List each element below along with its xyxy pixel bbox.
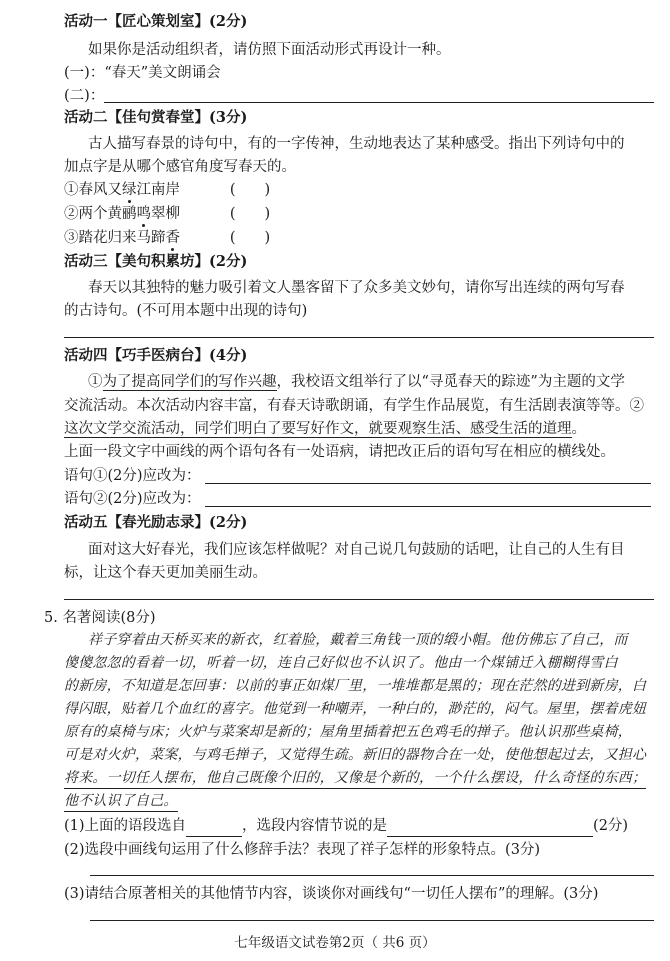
answer-line[interactable]: [90, 875, 654, 876]
activity-2-title: 活动二【佳句赏春堂】(3分): [64, 109, 248, 126]
activity-5-title: 活动五【春光励志录】(2分): [64, 514, 248, 531]
poem-line-2: ②两个黄鹂鸣翠柳: [64, 206, 180, 222]
activity-4-title: 活动四【巧手医病台】(4分): [64, 347, 248, 364]
page-footer: 七年级语文试卷第2页（ 共6 页）: [234, 935, 436, 951]
underlined-sentence: 为了提高同学们的写作兴趣: [102, 374, 277, 390]
activity-1-title: 活动一【匠心策划室】(2分): [64, 13, 248, 30]
activity-2-intro: 古人描写春景的诗句中，有的一字传神，生动地表达了某种感受。指出下列诗句中的: [88, 136, 625, 152]
passage-line: 祥子穿着由天桥买来的新衣，红着脸，戴着三角钱一顶的缎小帽。他仿佛忘了自己，而: [88, 632, 628, 648]
answer-blank-plot[interactable]: [387, 816, 593, 837]
dotted-char: 绿: [122, 182, 137, 198]
dotted-char: 鸣: [136, 206, 151, 222]
activity-3-intro: 春天以其独特的魅力吸引着文人墨客留下了众多美文妙句，请你写出连续的两句写春: [88, 280, 625, 296]
activity-1-item-2: (二)：: [64, 88, 105, 104]
activity-4-text-line-3: 这次文学交流活动，同学们明白了要写好作文，就要观察生活、感受生活的道理。: [64, 421, 586, 437]
fix-1-label: 语句①(2分)应改为：: [64, 468, 201, 484]
activity-4-text-line-2: 交流活动。本次活动内容丰富，有春天诗歌朗诵，有学生作品展览，有生活剧表演等等。②: [64, 398, 644, 414]
sub-question-3: (3)请结合原著相关的其他情节内容，谈谈你对画线句“一切任人摆布”的理解。(3分): [64, 886, 599, 902]
activity-5-text-cont: 标，让这个春天更加美丽生动。: [64, 565, 267, 581]
answer-paren[interactable]: ( ): [229, 206, 271, 222]
activity-1-intro: 如果你是活动组织者，请仿照下面活动形式再设计一种。: [88, 42, 451, 58]
passage-line: 原有的桌椅与床；火炉与菜案却是新的；屋角里插着把五色鸡毛的掸子。他认识那些桌椅，: [64, 724, 632, 740]
answer-paren[interactable]: ( ): [229, 230, 271, 246]
underlined-sentence: 这次文学交流活动，同学们明白了要写好作文，就要观察生活、感受生活的道理: [64, 421, 572, 437]
dotted-char: 香: [165, 230, 180, 246]
activity-5-text: 面对这大好春光，我们应该怎样做呢？对自己说几句鼓励的话吧，让自己的人生有目: [88, 542, 625, 558]
activity-4-instruction: 上面一段文字中画线的两个语句各有一处语病，请把改正后的语句写在相应的横线处。: [64, 444, 615, 460]
fix-1-answer-line[interactable]: [205, 483, 651, 484]
passage-line: 得闪眼，贴着几个血红的喜字。他觉到一种嘲弄，一种白的，渺茫的，闷气。屋里，摆着虎妞: [64, 701, 647, 717]
passage-line-underlined: 他不认识了自己。: [64, 791, 178, 812]
answer-line[interactable]: [104, 102, 654, 103]
answer-paren[interactable]: ( ): [229, 182, 271, 198]
passage-line: 的新房，不知道是怎回事：以前的事正如煤厂里，一堆堆都是黑的；现在茫然的进到新房，白: [64, 678, 647, 694]
activity-2-intro-cont: 加点字是从哪个感官角度写春天的。: [64, 159, 296, 175]
passage-line: 可是对火炉，菜案，与鸡毛掸子，又觉得生疏。新旧的器物合在一处，使他想起过去，又担心: [64, 747, 647, 763]
passage-line: 傻傻忽忽的看着一切，听着一切，连自己好似也不认识了。他由一个煤铺迁入棚糊得雪白: [64, 655, 618, 671]
activity-3-intro-cont: 的古诗句。(不可用本题中出现的诗句): [64, 303, 308, 319]
answer-blank-book[interactable]: [186, 816, 242, 837]
activity-1-item-1: (一)：“春天”美文朗诵会: [64, 65, 221, 81]
activity-4-text-line-1: ①为了提高同学们的写作兴趣，我校语文组举行了以“寻觅春天的踪迹”为主题的文学: [88, 374, 625, 390]
answer-line[interactable]: [64, 337, 654, 338]
passage-line-underlined: 将来。一切任人摆布，他自己既像个旧的，又像是个新的，一个什么摆设，什么奇怪的东西；: [64, 768, 646, 789]
sub-question-2: (2)选段中画线句运用了什么修辞手法？表现了祥子怎样的形象特点。(3分): [64, 842, 541, 858]
fix-2-answer-line[interactable]: [205, 506, 651, 507]
answer-line[interactable]: [90, 920, 654, 921]
question-5-title: 5. 名著阅读(8分): [44, 610, 156, 626]
poem-line-1: ①春风又绿江南岸: [64, 182, 180, 198]
sub-question-1: (1)上面的语段选自 ，选段内容情节说的是 (2分): [64, 816, 628, 837]
answer-line[interactable]: [64, 599, 654, 600]
poem-line-3: ③踏花归来马蹄香: [64, 230, 180, 246]
fix-2-label: 语句②(2分)应改为：: [64, 491, 201, 507]
activity-3-title: 活动三【美句积累坊】(2分): [64, 253, 248, 270]
